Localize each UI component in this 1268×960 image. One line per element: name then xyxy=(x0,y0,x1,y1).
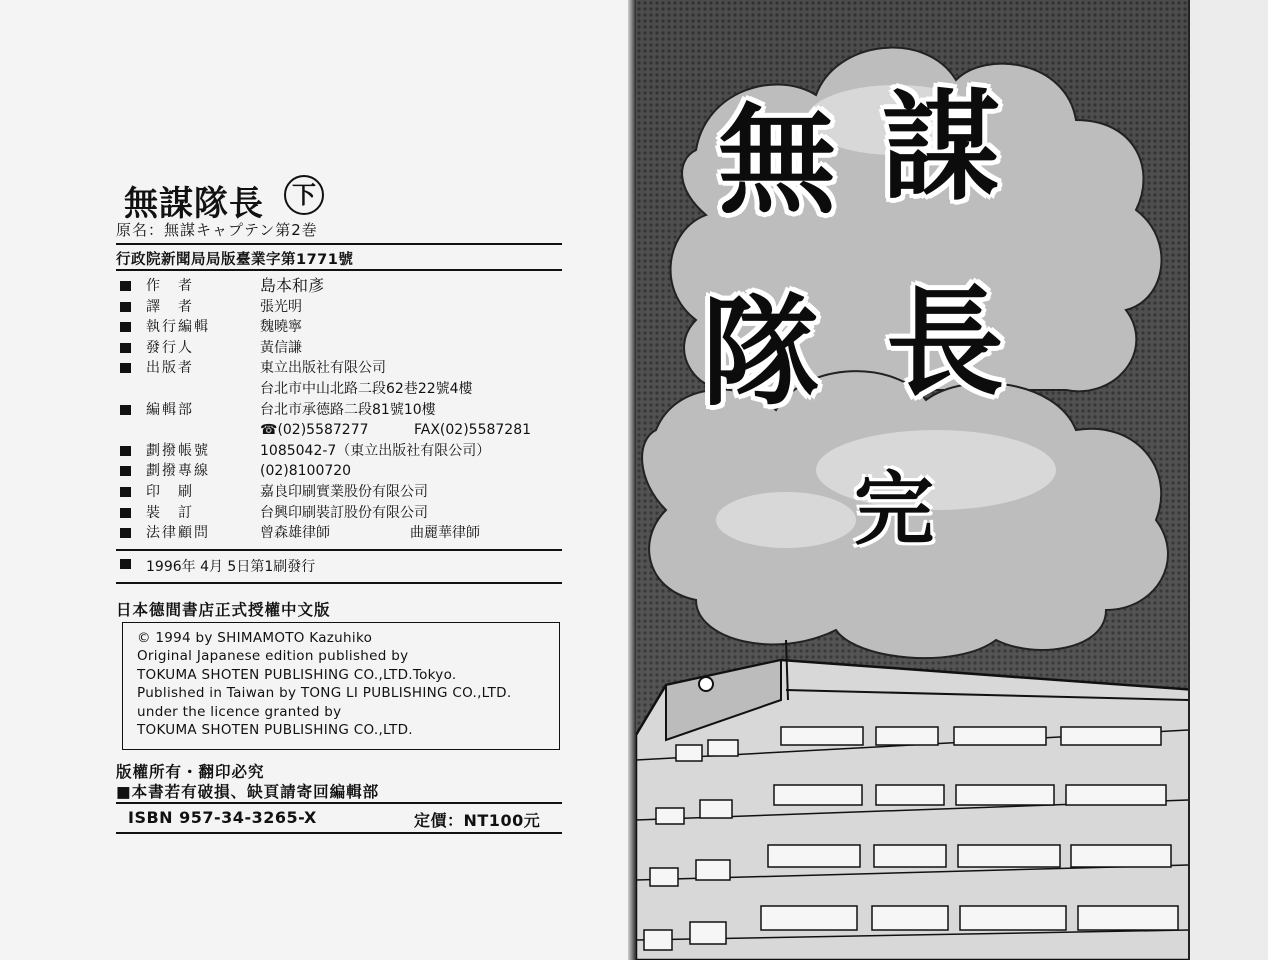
book-title: 無謀隊長 xyxy=(124,184,264,224)
end-mark: 完 xyxy=(854,463,934,556)
volume-mark: 下 xyxy=(284,175,324,215)
credit-value: 嘉良印刷實業股份有限公司 xyxy=(260,483,428,500)
credit-row xyxy=(118,358,578,379)
bullet-square-icon xyxy=(120,559,131,569)
title-char: 隊 xyxy=(702,284,821,422)
divider xyxy=(116,802,562,804)
print-date-text: 1996年 4月 5日第1刷發行 xyxy=(146,559,316,575)
damage-notice: ■本書若有破損、缺頁請寄回編輯部 xyxy=(116,783,380,801)
copyright-line: TOKUMA SHOTEN PUBLISHING CO.,LTD. xyxy=(137,722,413,739)
credit-label: 作 者 xyxy=(146,278,194,294)
credit-row xyxy=(118,317,578,338)
credit-row xyxy=(118,338,578,359)
copyright-line: Original Japanese edition published by xyxy=(137,648,409,665)
credit-value: 魏曉寧 xyxy=(260,319,302,336)
bullet-square-icon xyxy=(120,343,131,353)
end-illustration-page xyxy=(636,0,1188,960)
bullet-square-icon xyxy=(120,508,131,518)
original-title: 原名：無謀キャプテン第2巻 xyxy=(116,221,318,239)
school-building xyxy=(636,640,1188,960)
credit-label: 編輯部 xyxy=(146,401,194,418)
credit-value: 黃信謙 xyxy=(260,339,302,356)
copyright-line: Published in Taiwan by TONG LI PUBLISHING CO.,LTD. xyxy=(137,685,512,702)
credit-label: 劃撥專線 xyxy=(146,463,210,480)
credit-label: 執行編輯 xyxy=(146,319,210,336)
divider xyxy=(116,549,562,551)
credit-label: 印 刷 xyxy=(146,483,194,500)
print-date xyxy=(118,556,315,576)
credit-row xyxy=(118,297,578,318)
phone-number: ☎(02)5587277 xyxy=(260,422,369,439)
bullet-square-icon xyxy=(120,363,131,373)
credit-value: 張光明 xyxy=(260,298,302,315)
credit-row xyxy=(118,420,578,441)
credit-label: 發行人 xyxy=(146,339,194,356)
credit-row xyxy=(118,461,578,482)
divider xyxy=(116,243,562,245)
credit-value: 1085042-7（東立出版社有限公司） xyxy=(260,442,491,459)
authorization-notice: 日本德間書店正式授權中文版 xyxy=(116,601,331,619)
credit-row xyxy=(118,482,578,503)
copyright-line: © 1994 by SHIMAMOTO Kazuhiko xyxy=(137,630,373,646)
colophon-page xyxy=(0,0,628,960)
credit-row xyxy=(118,503,578,524)
price: 定價：NT100元 xyxy=(414,811,541,830)
credit-label: 法律顧問 xyxy=(146,525,210,542)
credit-value: (02)8100720 xyxy=(260,463,352,480)
credit-label: 出版者 xyxy=(146,360,194,377)
fax-number: FAX(02)5587281 xyxy=(414,422,532,439)
credit-value: 島本和彥 xyxy=(260,276,325,295)
credit-row xyxy=(118,441,578,462)
credit-value-secondary: 曲麗華律師 xyxy=(410,525,480,542)
copyright-line: under the licence granted by xyxy=(137,703,342,720)
bullet-square-icon xyxy=(120,466,131,476)
credit-value: 台興印刷裝訂股份有限公司 xyxy=(260,504,428,521)
book-spine xyxy=(628,0,636,960)
divider xyxy=(116,582,562,584)
credit-value: 曾森雄律師 xyxy=(260,525,330,542)
page-edge xyxy=(1188,0,1268,960)
credit-row xyxy=(118,276,578,297)
bullet-square-icon xyxy=(120,446,131,456)
credit-value: 東立出版社有限公司 xyxy=(260,360,386,377)
title-char: 謀 xyxy=(882,78,1001,216)
credit-value: 台北市中山北路二段62巷22號4樓 xyxy=(260,380,473,397)
divider xyxy=(116,269,562,271)
bullet-square-icon xyxy=(120,528,131,538)
credit-label: 裝 訂 xyxy=(146,504,194,521)
bullet-square-icon xyxy=(120,487,131,497)
bullet-square-icon xyxy=(120,322,131,332)
credit-label: 劃撥帳號 xyxy=(146,442,210,459)
credit-label: 譯 者 xyxy=(146,298,194,315)
bullet-square-icon xyxy=(120,302,131,312)
copyright-box xyxy=(122,622,560,750)
registration-number: 行政院新聞局局版臺業字第1771號 xyxy=(116,252,354,268)
isbn: ISBN 957-34-3265-X xyxy=(128,808,317,827)
title-char: 長 xyxy=(886,274,1005,412)
credit-row xyxy=(118,400,578,421)
divider xyxy=(116,832,562,834)
rights-notice: 版權所有・翻印必究 xyxy=(116,763,265,781)
credits-list xyxy=(118,276,578,544)
bullet-square-icon xyxy=(120,405,131,415)
credit-value: 台北市承德路二段81號10樓 xyxy=(260,401,436,418)
credit-row xyxy=(118,523,578,544)
clock-icon xyxy=(699,677,713,691)
copyright-line: TOKUMA SHOTEN PUBLISHING CO.,LTD.Tokyo. xyxy=(137,666,457,683)
title-char: 無 xyxy=(718,92,837,230)
credit-row xyxy=(118,379,578,400)
bullet-square-icon xyxy=(120,281,131,291)
